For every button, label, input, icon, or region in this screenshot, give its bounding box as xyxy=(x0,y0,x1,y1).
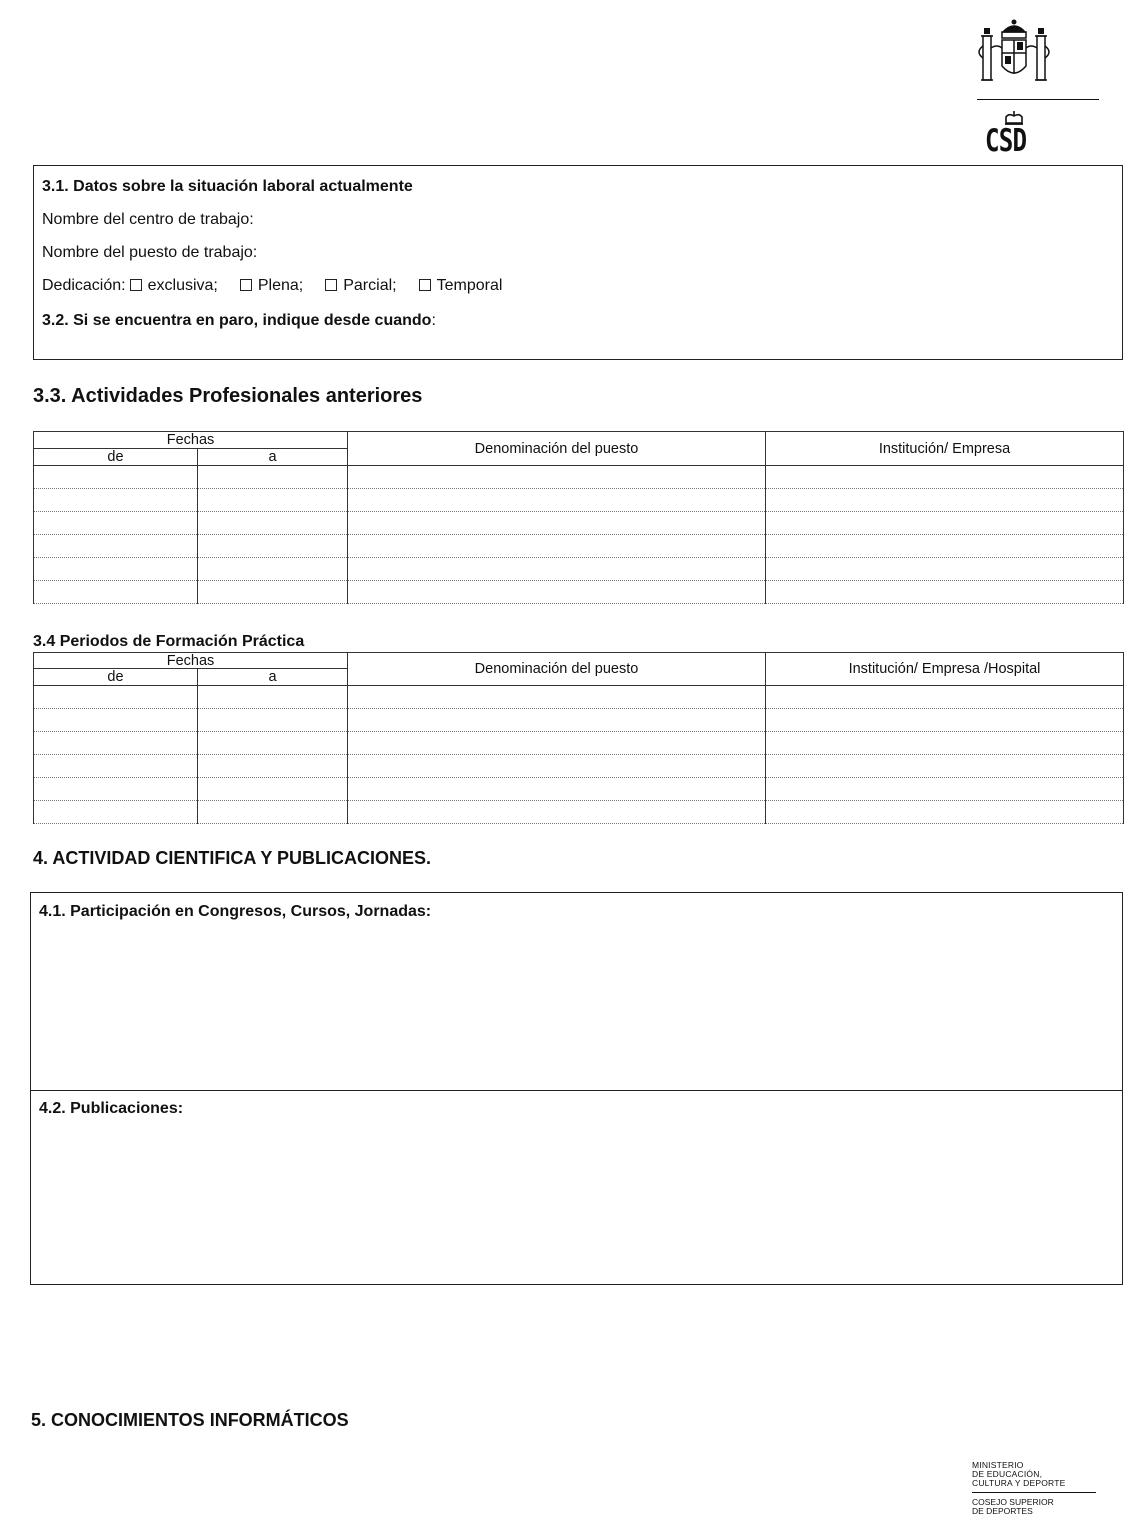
congresses-area[interactable] xyxy=(31,927,1122,1087)
checkbox-exclusiva[interactable] xyxy=(130,279,142,291)
table-row xyxy=(34,512,1124,535)
table-row xyxy=(34,686,1124,709)
publications-area[interactable] xyxy=(31,1125,1122,1283)
publications-label: 4.2. Publicaciones: xyxy=(39,1100,184,1117)
workplace-name-field[interactable] xyxy=(42,212,254,228)
checkbox-plena[interactable] xyxy=(240,279,252,291)
section-5-title: 5. CONOCIMIENTOS INFORMÁTICOS xyxy=(31,1410,349,1430)
dedication-row xyxy=(42,278,502,294)
table-row xyxy=(34,558,1124,581)
job-title-field[interactable] xyxy=(42,245,257,261)
col-institucion: Institución/ Empresa /Hospital xyxy=(766,653,1124,686)
section-3-3-title: 3.3. Actividades Profesionales anteriores xyxy=(33,385,423,407)
ministry-label: MINISTERIO DE EDUCACIÓN, CULTURA Y DEPORTE xyxy=(972,1460,1066,1488)
table-row xyxy=(34,801,1124,824)
col-fechas: Fechas xyxy=(34,432,348,449)
header-rule xyxy=(977,99,1099,100)
table-row xyxy=(34,732,1124,755)
table-row xyxy=(34,709,1124,732)
col-puesto: Denominación del puesto xyxy=(348,432,766,466)
table-row xyxy=(34,489,1124,512)
col-a: a xyxy=(198,449,348,466)
section-4-title: 4. ACTIVIDAD CIENTIFICA Y PUBLICACIONES. xyxy=(33,848,432,868)
col-a: a xyxy=(198,669,348,686)
divider xyxy=(31,1090,1122,1091)
option-temporal: Temporal xyxy=(436,277,503,294)
job-title-label: Nombre del puesto de trabajo: xyxy=(42,244,258,261)
table-row xyxy=(34,535,1124,558)
col-puesto: Denominación del puesto xyxy=(348,653,766,686)
dedication-label: Dedicación: xyxy=(42,277,126,294)
previous-jobs-table xyxy=(33,431,1124,604)
workplace-name-label: Nombre del centro de trabajo: xyxy=(42,211,254,228)
scientific-activity-box xyxy=(30,892,1123,1285)
unemployed-since-label: 3.2. Si se encuentra en paro, indique desde cuando xyxy=(42,312,432,329)
checkbox-temporal[interactable] xyxy=(419,279,431,291)
training-periods-table xyxy=(33,652,1124,824)
col-de: de xyxy=(34,669,198,686)
col-fechas: Fechas xyxy=(34,653,348,669)
col-de: de xyxy=(34,449,198,466)
employment-status-box xyxy=(33,165,1123,360)
option-plena: Plena; xyxy=(257,277,304,294)
csd-logo: CSD xyxy=(985,123,1027,159)
checkbox-parcial[interactable] xyxy=(325,279,337,291)
coat-of-arms-icon xyxy=(975,18,1053,94)
consejo-label: COSEJO SUPERIOR DE DEPORTES xyxy=(972,1497,1054,1516)
footer-rule xyxy=(972,1492,1096,1493)
table-row xyxy=(34,755,1124,778)
col-institucion: Institución/ Empresa xyxy=(766,432,1124,466)
table-row xyxy=(34,778,1124,801)
option-exclusiva: exclusiva; xyxy=(147,277,218,294)
congresses-label: 4.1. Participación en Congresos, Cursos, Jornadas: xyxy=(39,903,432,920)
section-3-1-title: 3.1. Datos sobre la situación laboral actualmente xyxy=(42,178,413,195)
unemployed-since-field[interactable]: 3.2. Si se encuentra en paro, indique desde cuando: xyxy=(42,312,436,329)
option-parcial: Parcial; xyxy=(343,277,397,294)
section-3-4-title: 3.4 Periodos de Formación Práctica xyxy=(33,633,305,650)
table-row xyxy=(34,581,1124,604)
table-row xyxy=(34,466,1124,489)
